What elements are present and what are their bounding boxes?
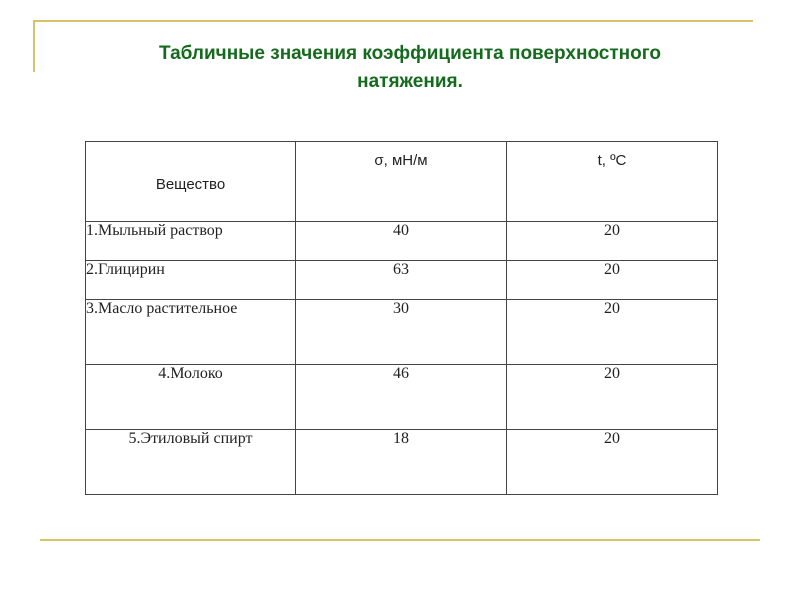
header-temperature: t, ºC	[507, 142, 718, 222]
table-row	[86, 430, 718, 495]
title-line-1: Табличные значения коэффициента поверхностного	[158, 43, 662, 64]
cell-temperature: 20	[507, 222, 718, 261]
table-row	[86, 300, 718, 365]
cell-temperature: 20	[507, 300, 718, 365]
cell-temperature: 20	[507, 365, 718, 430]
header-substance: Вещество	[86, 142, 296, 222]
cell-sigma: 63	[296, 261, 507, 300]
cell-temperature: 20	[507, 430, 718, 495]
frame-left-line	[33, 20, 35, 72]
cell-sigma: 40	[296, 222, 507, 261]
cell-sigma: 18	[296, 430, 507, 495]
page-title	[80, 40, 740, 96]
cell-substance: 1.Мыльный раствор	[86, 222, 296, 261]
cell-substance: 3.Масло растительное	[86, 300, 296, 365]
cell-temperature: 20	[507, 261, 718, 300]
table-row	[86, 261, 718, 300]
frame-bottom-line	[40, 539, 760, 541]
cell-substance: 2.Глицирин	[86, 261, 296, 300]
table-row	[86, 222, 718, 261]
frame-top-line	[33, 20, 753, 22]
cell-substance: 5.Этиловый спирт	[86, 430, 296, 495]
table-header-row	[86, 142, 718, 222]
title-line-2: натяжения.	[357, 71, 463, 92]
table-row	[86, 365, 718, 430]
surface-tension-table	[85, 141, 718, 495]
cell-sigma: 46	[296, 365, 507, 430]
header-sigma: σ, мН/м	[296, 142, 507, 222]
cell-sigma: 30	[296, 300, 507, 365]
cell-substance: 4.Молоко	[86, 365, 296, 430]
